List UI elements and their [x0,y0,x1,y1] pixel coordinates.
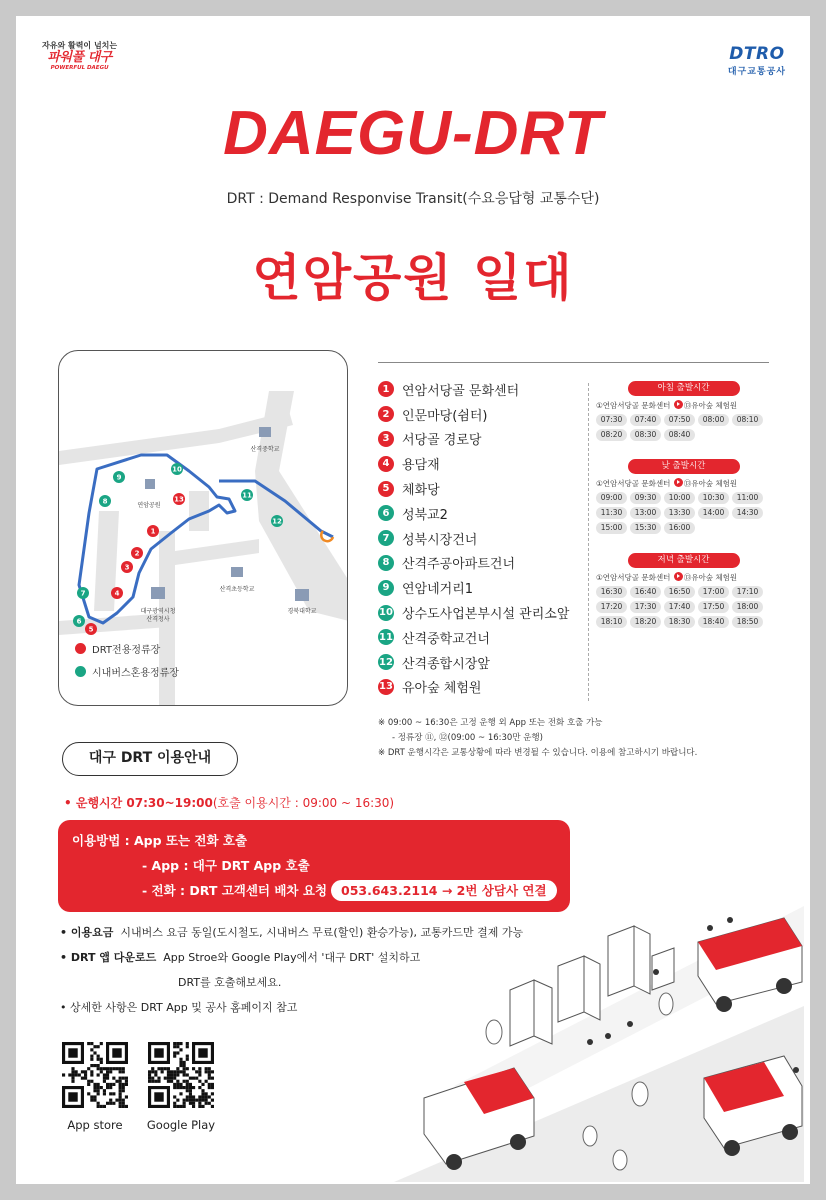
city-bus-illustration [394,886,804,1182]
time-chip: 18:20 [630,616,661,628]
phone-number[interactable]: 053.643.2114 → 2번 상담사 연결 [331,880,557,901]
time-chip: 18:50 [732,616,763,628]
time-chip: 16:50 [664,586,695,598]
stop-item [378,625,573,650]
stop-name: 연암서당골 문화센터 [402,383,520,399]
stop-item [378,402,573,427]
stop-item [378,476,573,501]
time-chip: 09:00 [596,492,627,504]
legend-item-bus: 시내버스혼용정류장 [75,664,179,679]
time-chip: 15:00 [596,522,627,534]
time-chip: 16:40 [630,586,661,598]
guide-badge: 대구 DRT 이용안내 [62,742,238,776]
bus-icon [698,918,802,1012]
map-legend [75,641,179,687]
time-chip: 11:30 [596,507,627,519]
time-chip: 17:00 [698,586,729,598]
stop-number-badge: 11 [378,629,394,645]
stop-name: 유아숲 체험원 [402,681,482,697]
time-list [596,414,771,441]
time-chip: 07:30 [596,414,627,426]
notes: ※ 09:00 ~ 16:30은 고정 운행 외 App 또는 전화 호출 가능 - 정류장 ⑪, ⑫(09:00 ~ 16:30만 운행) ※ DRT 운행시각은 교통상황에 따라 변경될 수 있습니다. 이용에 참고하시기 바랍니다. [378,718,698,758]
stop-number-badge: 5 [378,481,394,497]
stop-name: 용담재 [402,458,440,474]
map-label-middle-school: 산격중학교 [250,446,280,453]
svg-text:1: 1 [150,527,156,536]
time-chip: 08:30 [630,429,661,441]
stop-name: 서당골 경로당 [402,433,482,449]
time-chip: 15:30 [630,522,661,534]
stop-item [378,600,573,625]
time-chip: 10:30 [698,492,729,504]
map-label-city-hall-2: 산격청사 [146,616,170,623]
stop-number-badge: 10 [378,605,394,621]
stop-name: 연암네거리1 [402,582,474,598]
time-chip: 18:30 [664,616,695,628]
play-arrow-icon [674,478,683,487]
time-chip: 17:40 [664,601,695,613]
time-chip: 08:20 [596,429,627,441]
appstore-qr-code[interactable] [62,1042,128,1108]
schedule-route: ①연암서당골 문화센터 ⑬유아숲 체험원 [596,401,738,410]
stop-number-badge: 8 [378,555,394,571]
svg-text:6: 6 [76,617,82,626]
svg-text:2: 2 [134,549,140,558]
time-chip: 17:20 [596,601,627,613]
time-chip: 17:30 [630,601,661,613]
schedule-block [596,381,771,441]
time-list [596,586,771,628]
operating-hours: • 운행시간 07:30~19:00(호출 이용시간 : 09:00 ~ 16:30) [64,796,395,810]
powerful-daegu-logo: 자유와 활력이 넘치는 파워풀 대구 POWERFUL DAEGU [42,41,118,72]
stop-number-badge: 3 [378,431,394,447]
schedule-title: 낮 출발시간 [628,459,740,474]
info-list: • 이용요금 시내버스 요금 동일(도시철도, 시내버스 무료(할인) 환승가능), 교통카드만 결제 가능 • DRT 앱 다운로드 App Stroe와 Google Play에서 '대구 DRT' 설치하고 DRT를 호출해보세요. • 상세한 사항은 DRT App 및 공사 홈페이지 참고 [60,926,524,1014]
map-label-city-hall-1: 대구광역시청 [140,608,176,615]
stop-number-badge: 2 [378,406,394,422]
stop-name: 산격주공아파트건너 [402,557,516,573]
svg-text:12: 12 [272,517,282,526]
stop-name: 산격종합시장앞 [402,656,490,672]
time-chip: 18:40 [698,616,729,628]
time-chip: 14:30 [732,507,763,519]
play-arrow-icon [674,400,683,409]
stop-name: 상수도사업본부시설 관리소앞 [402,607,570,623]
stop-number-badge: 6 [378,505,394,521]
stop-number-badge: 7 [378,530,394,546]
time-chip: 13:30 [664,507,695,519]
play-arrow-icon [674,572,683,581]
area-title: 연암공원 일대 [252,249,574,307]
svg-text:4: 4 [114,589,120,598]
stop-name: 성북시장건너 [402,532,478,548]
stop-number-badge: 1 [378,381,394,397]
time-chip: 11:00 [732,492,763,504]
stop-item [378,501,573,526]
time-chip: 07:40 [630,414,661,426]
red-dot-icon [75,643,86,654]
schedule-block [596,553,771,628]
stop-number-badge: 13 [378,679,394,695]
svg-text:7: 7 [80,589,86,598]
time-chip: 07:50 [664,414,695,426]
legend-item-drt: DRT전용정류장 [75,641,179,656]
time-chip: 10:00 [664,492,695,504]
route-map [58,350,348,706]
stop-item [378,427,573,452]
page-title: DAEGU-DRT [223,99,603,168]
time-chip: 17:50 [698,601,729,613]
stop-name: 체화당 [402,483,440,499]
svg-text:11: 11 [242,491,252,500]
stop-item [378,377,573,402]
googleplay-label: Google Play [146,1118,216,1132]
schedule-route: ①연암서당골 문화센터 ⑬유아숲 체험원 [596,573,738,582]
stop-name: 성북교2 [402,507,448,523]
time-chip: 18:00 [732,601,763,613]
divider [588,383,589,701]
time-chip: 17:10 [732,586,763,598]
stop-panel [378,362,769,705]
svg-text:10: 10 [172,465,182,474]
map-label-university: 경북대학교 [287,608,317,615]
schedule-title: 아침 출발시간 [628,381,740,396]
stop-number-badge: 9 [378,580,394,596]
time-chip: 13:00 [630,507,661,519]
stop-item [378,551,573,576]
poster [16,16,810,1184]
dtro-logo: DTRO 대구교통공사 [727,44,786,77]
page-subtitle: DRT : Demand Responvise Transit(수요응답형 교통수단) [226,191,600,207]
map-label-elementary: 산격초등학교 [219,586,255,593]
stop-number-badge: 4 [378,456,394,472]
time-chip: 08:40 [664,429,695,441]
time-chip: 16:30 [596,586,627,598]
stop-list [378,377,573,699]
time-chip: 18:10 [596,616,627,628]
stop-number-badge: 12 [378,654,394,670]
time-chip: 08:00 [698,414,729,426]
time-chip: 09:30 [630,492,661,504]
stop-name: 인문마당(쉼터) [402,408,488,424]
svg-text:8: 8 [102,497,108,506]
map-label-park: 연암공원 [137,502,161,509]
svg-text:3: 3 [124,563,130,572]
time-chip: 08:10 [732,414,763,426]
time-chip: 14:00 [698,507,729,519]
stop-item [378,575,573,600]
svg-text:5: 5 [88,625,94,634]
svg-text:9: 9 [116,473,122,482]
stop-item [378,526,573,551]
schedule-title: 저녁 출발시간 [628,553,740,568]
time-list [596,492,771,534]
stop-item [378,650,573,675]
schedule-route: ①연암서당골 문화센터 ⑬유아숲 체험원 [596,479,738,488]
stop-item [378,675,573,700]
schedule-block [596,459,771,534]
googleplay-qr-code[interactable] [148,1042,214,1108]
green-dot-icon [75,666,86,677]
svg-text:13: 13 [174,495,184,504]
stop-name: 산격중학교건너 [402,631,490,647]
stop-item [378,451,573,476]
how-to-use-box: 이용방법 : App 또는 전화 호출 - App : 대구 DRT App 호출 - 전화 : DRT 고객센터 배차 요청 053.643.2114 → 2번 상담사 연결 [58,820,570,912]
time-chip: 16:00 [664,522,695,534]
appstore-label: App store [67,1118,123,1132]
